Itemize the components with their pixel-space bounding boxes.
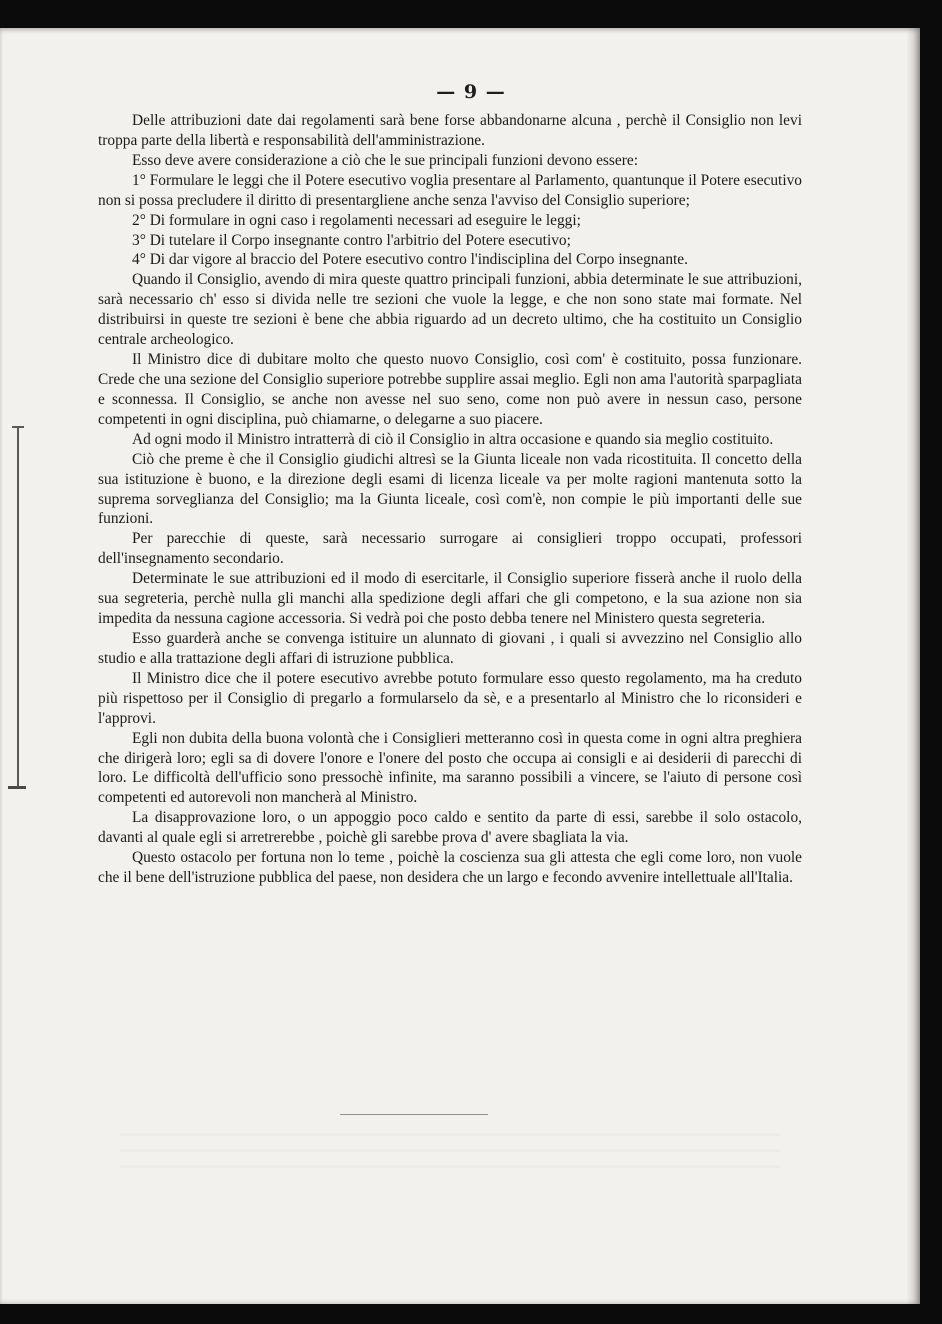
paragraph: Delle attribuzioni date dai regolamenti sarà bene forse abbandonarne alcuna , perchè il Consiglio non levi troppa parte della libertà e responsabilità dell'amministrazione. bbox=[98, 112, 802, 149]
list-item: 1° Formulare le leggi che il Potere esecutivo voglia presentare al Parlamento, quantunque il Potere esecutivo non si possa precludere il diritto di presentargliene anche senza l'avviso del Consiglio superiore; bbox=[98, 171, 802, 209]
body-text bbox=[98, 111, 802, 888]
margin-bracket-bottom-tick bbox=[8, 786, 26, 789]
paragraph: Per parecchie di queste, sarà necessario surrogare ai consiglieri troppo occupati, professori dell'insegnamento secondario. bbox=[98, 530, 802, 568]
paragraph: Egli non dubita della buona volontà che i Consiglieri metteranno così in questa come in ogni altra preghiera che dirigerà loro; egli sa di dovere l'onore e l'onere del posto che occupa ai consigli e ai desiderii di parecchi di loro. Le difficoltà dell'ufficio sono pressochè infinite, ma saranno possibili a vincere, se l'aiuto di persone così competenti ed autorevoli non mancherà al Ministro. bbox=[98, 729, 802, 807]
paragraph: Il Ministro dice che il potere esecutivo avrebbe potuto formulare esso questo regolamento, ma ha creduto più rispettoso per il Consiglio di pregarlo a formularselo da sè, e a presentarlo al Ministro che lo riconsideri e l'approvi. bbox=[98, 669, 802, 727]
list-item: 3° Di tutelare il Corpo insegnante contro l'arbitrio del Potere esecutivo; bbox=[132, 231, 571, 249]
paragraph: La disapprovazione loro, o un appoggio poco caldo e sentito da parte di essi, sarebbe il solo ostacolo, davanti al quale egli si arretrerebbe , poichè gli sarebbe prova d' avere sbagliata la via. bbox=[98, 809, 802, 847]
margin-bracket-top-tick bbox=[12, 426, 24, 428]
list-item: 4° Di dar vigore al braccio del Potere esecutivo contro l'indisciplina del Corpo insegnante. bbox=[132, 251, 688, 269]
page-number: — 9 — bbox=[436, 81, 506, 103]
paragraph: Ad ogni modo il Ministro intratterrà di ciò il Consiglio in altra occasione e quando sia meglio costituito. bbox=[132, 430, 774, 448]
end-rule bbox=[340, 1114, 488, 1115]
list-item: 2° Di formulare in ogni caso i regolamenti necessari ad eseguire le leggi; bbox=[132, 211, 581, 229]
paragraph: Determinate le sue attribuzioni ed il modo di esercitarle, il Consiglio superiore fisserà anche il ruolo della sua segreteria, perchè nulla gli manchi alla spedizione degli affari che gli competono, e la sua azione non sia impedita da nessuna cagione accessoria. Si vedrà poi che posto debba tenere nel Ministero questa segreteria. bbox=[98, 570, 802, 628]
paragraph: Il Ministro dice di dubitare molto che questo nuovo Consiglio, così com' è costituito, possa funzionare. Crede che una sezione del Consiglio superiore potrebbe supplire assai meglio. Egli non ama l'autorità sparpagliata e sconnessa. Il Consiglio, se anche non avesse nel suo seno, come non può avere in nessun caso, persone competenti in ogni disciplina, può chiamarne, o delegarne a suo piacere. bbox=[98, 351, 802, 428]
margin-bracket-line bbox=[17, 426, 19, 786]
paragraph: Ciò che preme è che il Consiglio giudichi altresì se la Giunta liceale non vada ricostituita. Il concetto della sua istituzione è buono, e la direzione degli esami di licenza liceale va per molte ragioni mantenuta sotto la suprema sorveglianza del Consiglio; ma la Giunta liceale, così com'è, non compie le più importanti delle sue funzioni. bbox=[98, 450, 802, 528]
show-through-texture bbox=[120, 1120, 780, 1180]
paragraph: Questo ostacolo per fortuna non lo teme , poichè la coscienza sua gli attesta che egli come loro, non vuole che il bene dell'istruzione pubblica del paese, non desidera che un largo e fecondo avvenire intellettuale all'Italia. bbox=[98, 849, 802, 887]
paragraph: Quando il Consiglio, avendo di mira queste quattro principali funzioni, abbia determinate le sue attribuzioni, sarà necessario ch' esso si divida nelle tre sezioni che vuole la legge, e che non sono state mai formate. Nel distribuirsi in queste tre sezioni è bene che abbia riguardo ad un decreto ultimo, che ha costituito un Consiglio centrale archeologico. bbox=[98, 271, 802, 349]
paragraph: Esso guarderà anche se convenga istituire un alunnato di giovani , i quali si avvezzino nel Consiglio allo studio e alla trattazione degli affari di istruzione pubblica. bbox=[98, 629, 802, 667]
paragraph: Esso deve avere considerazione a ciò che le sue principali funzioni devono essere: bbox=[132, 151, 638, 169]
